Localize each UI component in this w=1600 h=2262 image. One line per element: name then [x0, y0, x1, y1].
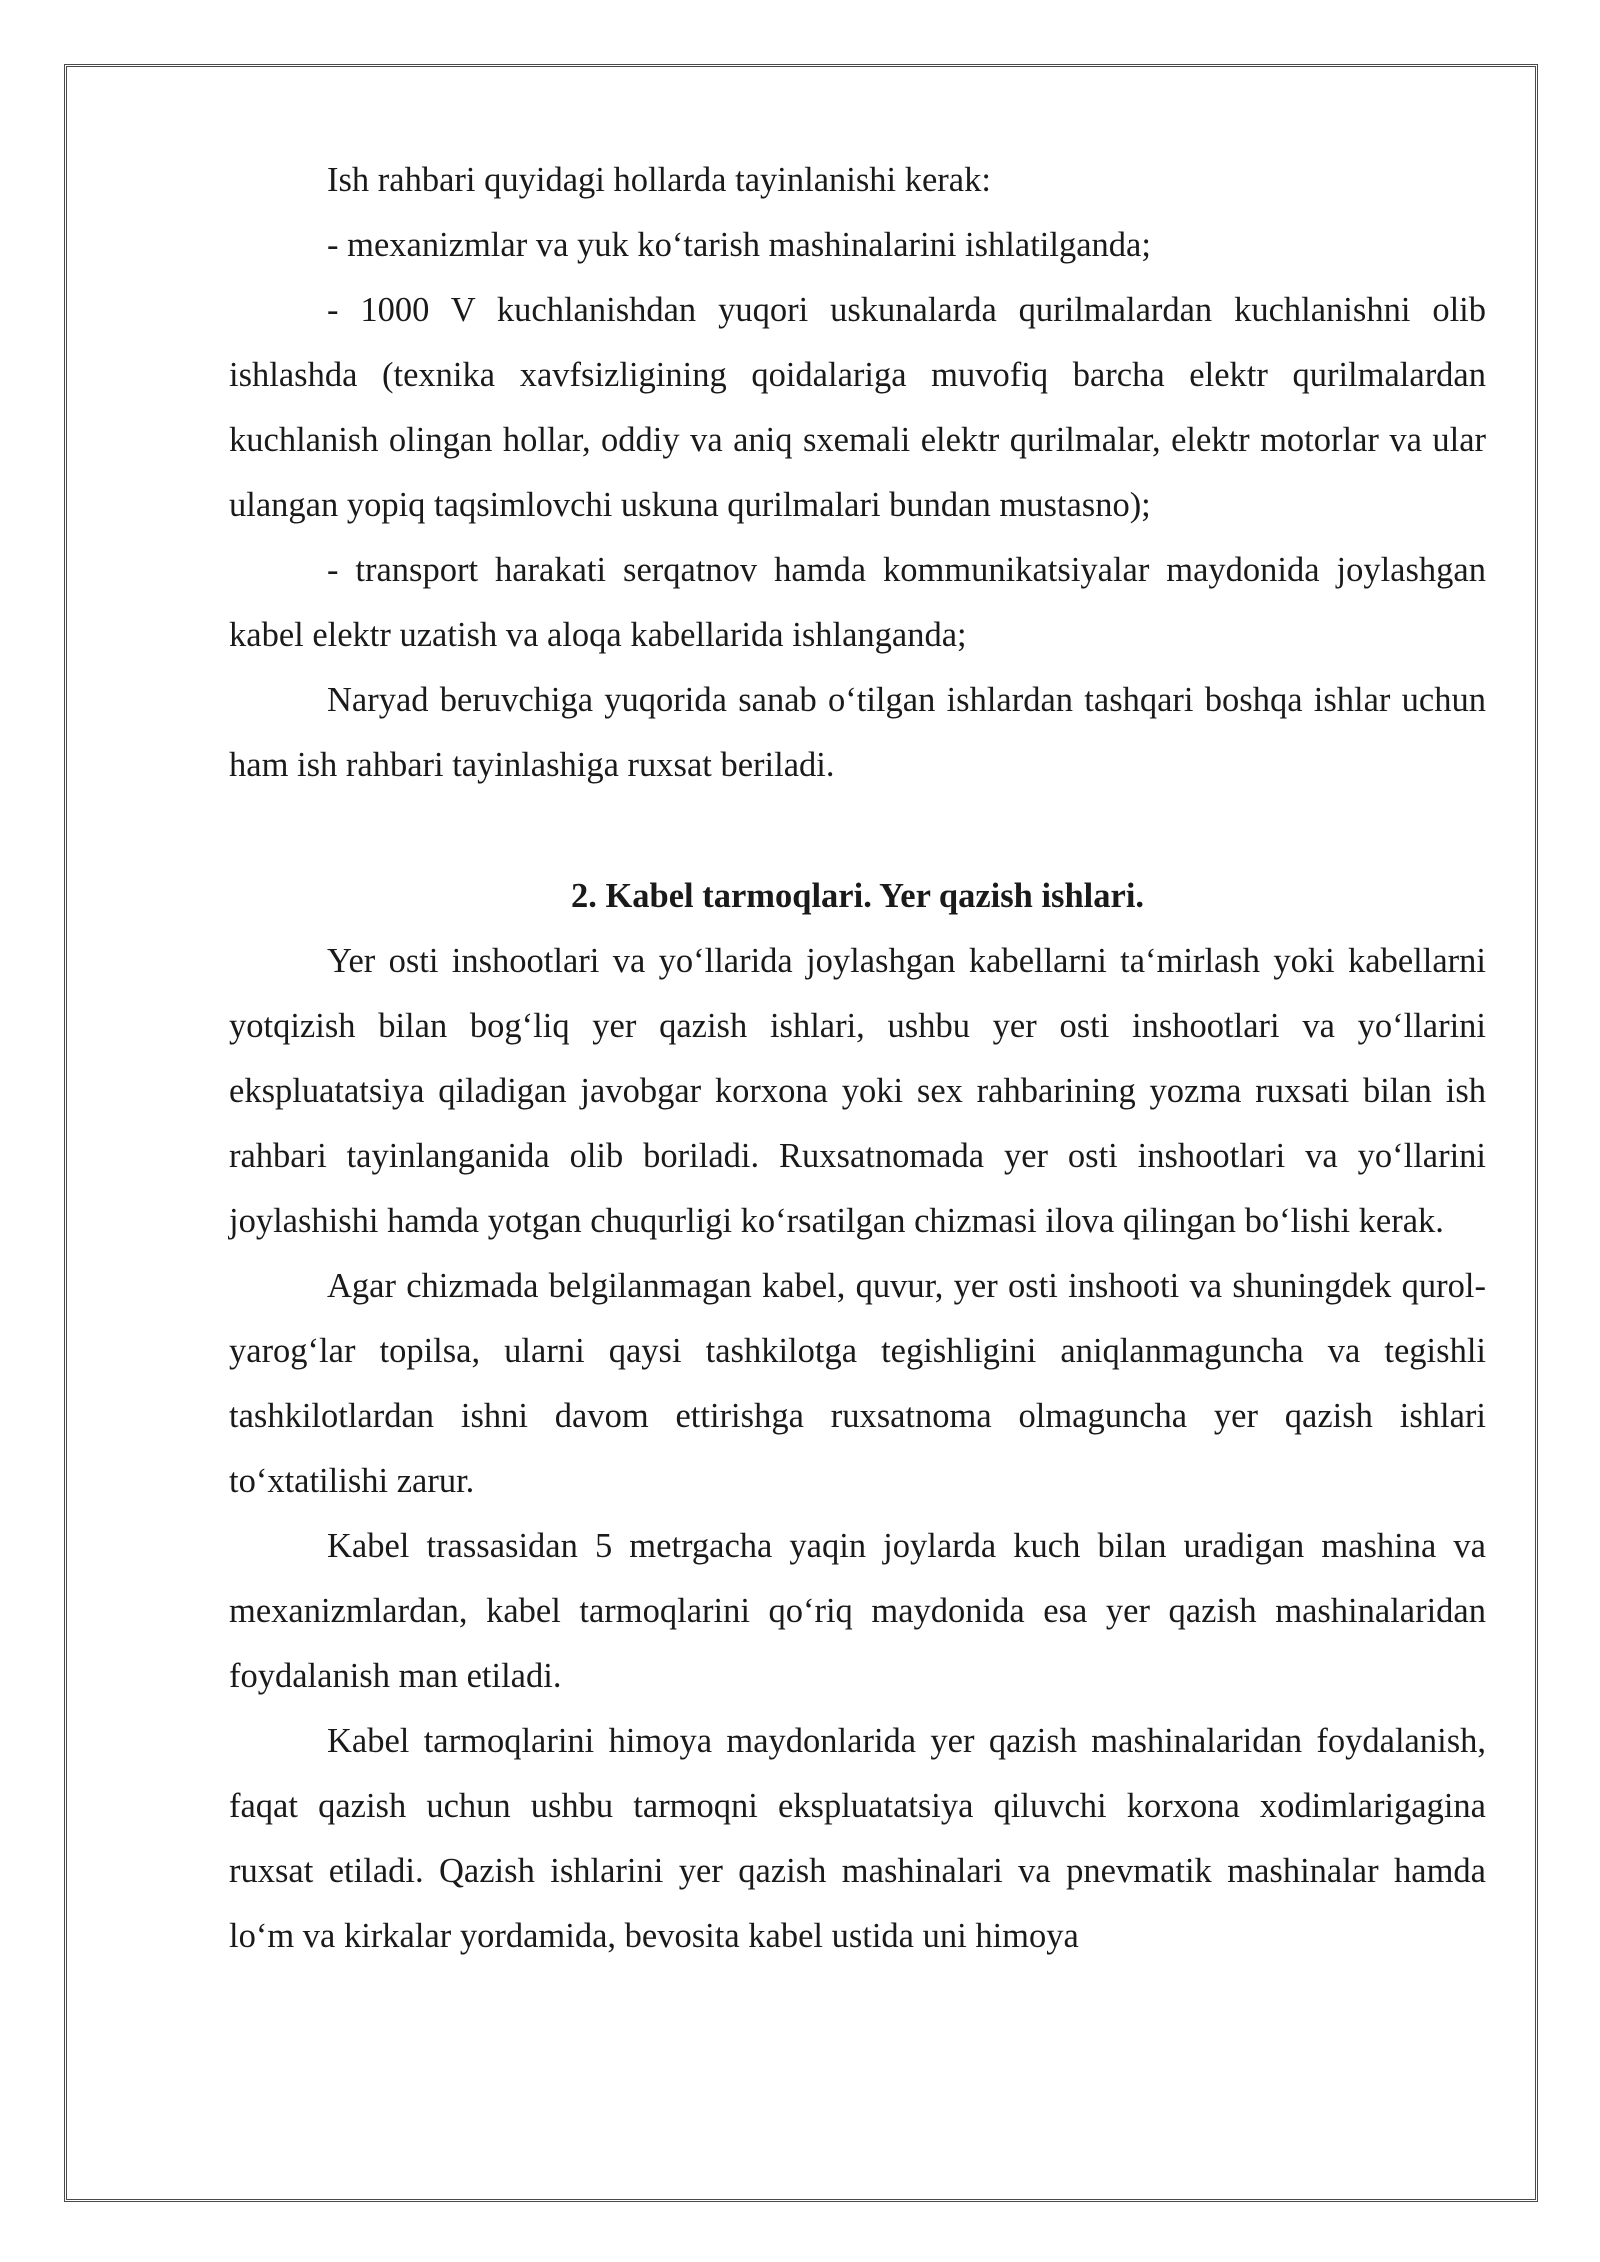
paragraph-trace-distance: Kabel trassasidan 5 metrgacha yaqin joylarda kuch bilan uradigan mashina va mexanizmlardan, kabel tarmoqlarini qo‘riq maydonida esa yer qazish mashinalaridan foydalanish man etiladi.: [229, 1527, 1486, 1695]
document-body: [229, 148, 1486, 1969]
list-item-high-voltage: - 1000 V kuchlanishdan yuqori uskunalarda qurilmalardan kuchlanishni olib ishlashda (texnika xavfsizligining qoidalariga muvofiq barcha elektr qurilmalardan kuchlanish olingan hollar, oddiy va aniq sxemali elektr qurilmalar, elektr motorlar va ular ulangan yopiq taqsimlovchi uskuna qurilmalari bundan mustasno);: [229, 291, 1486, 524]
paragraph-protection-zone: Kabel tarmoqlarini himoya maydonlarida yer qazish mashinalaridan foydalanish, faqat qazish uchun ushbu tarmoqni ekspluatatsiya qiluvchi korxona xodimlarigagina ruxsat etiladi. Qazish ishlarini yer qazish mashinalari va pnevmatik mashinalar hamda lo‘m va kirkalar yordamida, bevosita kabel ustida uni himoya: [229, 1722, 1486, 1955]
list-item-mechanisms: - mexanizmlar va yuk ko‘tarish mashinalarini ishlatilganda;: [327, 226, 1151, 264]
list-item-transport: - transport harakati serqatnov hamda kommunikatsiyalar maydonida joylashgan kabel elektr uzatish va aloqa kabellarida ishlanganda;: [229, 551, 1486, 654]
paragraph-unmarked-objects: Agar chizmada belgilanmagan kabel, quvur, yer osti inshooti va shuningdek qurol-yarog‘lar topilsa, ularni qaysi tashkilotga tegishligini aniqlanmaguncha va tegishli tashkilotlardan ishni davom ettirishga ruxsatnoma olmaguncha yer qazish ishlari to‘xtatilishi zarur.: [229, 1267, 1486, 1500]
paragraph-intro: Ish rahbari quyidagi hollarda tayinlanishi kerak:: [327, 161, 991, 199]
paragraph-excavation-permit: Yer osti inshootlari va yo‘llarida joylashgan kabellarni ta‘mirlash yoki kabellarni yotqizish bilan bog‘liq yer qazish ishlari, ushbu yer osti inshootlari va yo‘llarini ekspluatatsiya qiladigan javobgar korxona yoki sex rahbarining yozma ruxsati bilan ish rahbari tayinlanganida olib boriladi. Ruxsatnomada yer osti inshootlari va yo‘llarini joylashishi hamda yotgan chuqurligi ko‘rsatilgan chizmasi ilova qilingan bo‘lishi kerak.: [229, 942, 1486, 1240]
paragraph-permit-issuer: Naryad beruvchiga yuqorida sanab o‘tilgan ishlardan tashqari boshqa ishlar uchun ham ish rahbari tayinlashiga ruxsat beriladi.: [229, 681, 1486, 784]
section-heading: 2. Kabel tarmoqlari. Yer qazish ishlari.: [570, 877, 1145, 915]
